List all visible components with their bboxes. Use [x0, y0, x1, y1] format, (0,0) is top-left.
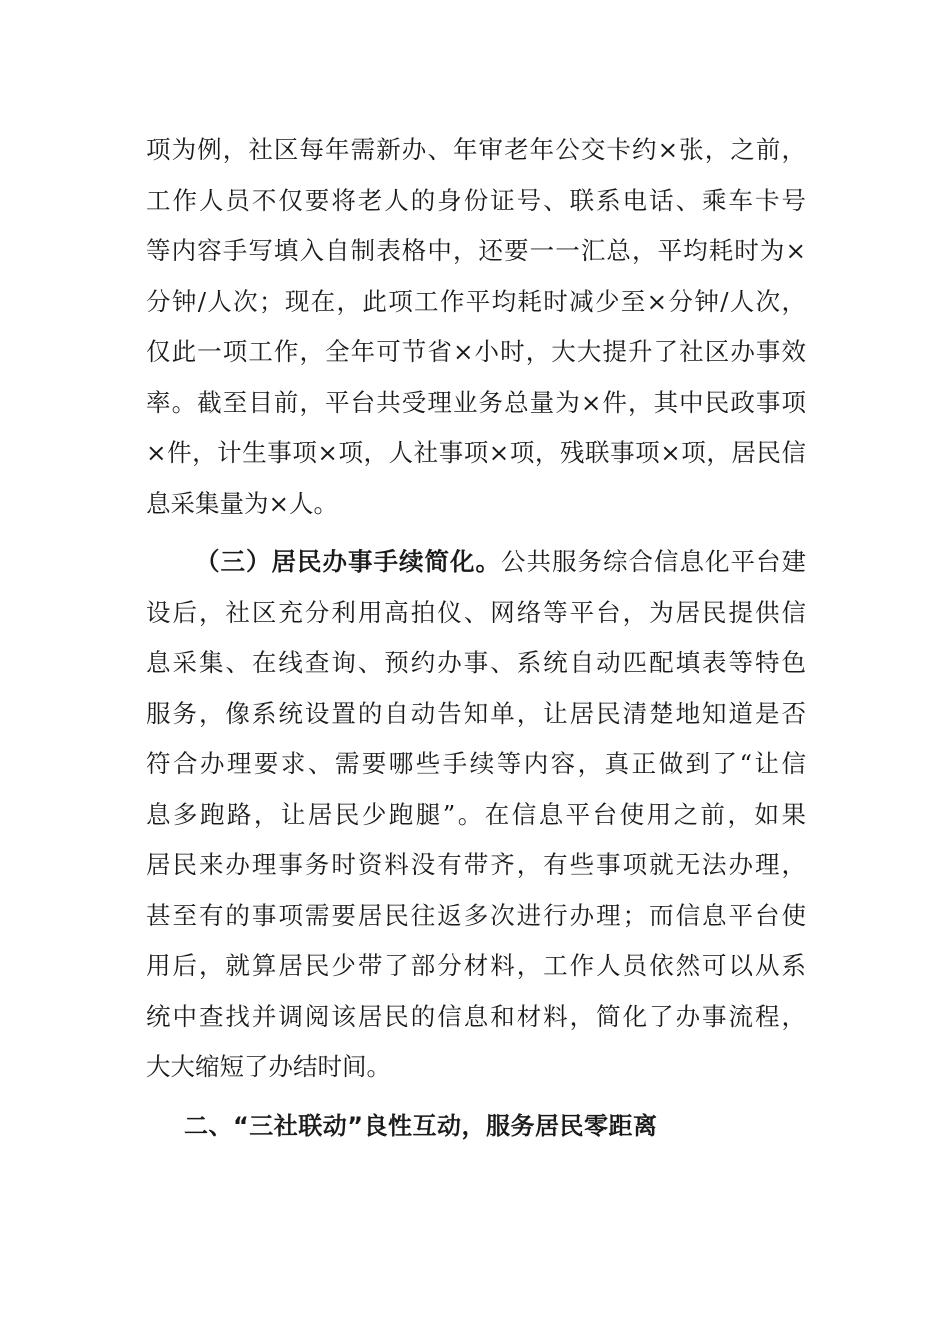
paragraph-2-line-11: 大大缩短了办结时间。 — [146, 1052, 391, 1081]
paragraph-2-line-10: 统中查找并调阅该居民的信息和材料，简化了办事流程， — [146, 1001, 806, 1031]
paragraph-1-line-4: 分钟/人次；现在，此项工作平均耗时减少至×分钟/人次， — [146, 286, 806, 316]
paragraph-2-line-6: 息多跑路，让居民少跑腿”。在信息平台使用之前，如果 — [146, 799, 806, 829]
paragraph-1-line-3: 等内容手写填入自制表格中，还要一一汇总，平均耗时为× — [146, 236, 806, 265]
paragraph-2-line-5: 符合办理要求、需要哪些手续等内容，真正做到了“让信 — [146, 749, 806, 778]
document-page — [146, 125, 806, 1151]
paragraph-2-line-3: 息采集、在线查询、预约办事、系统自动匹配填表等特色 — [146, 648, 806, 677]
paragraph-1 — [146, 125, 806, 529]
paragraph-1-line-2: 工作人员不仅要将老人的身份证号、联系电话、乘车卡号 — [146, 185, 806, 215]
paragraph-2 — [146, 537, 806, 1093]
section-heading: 二、“三社联动”良性互动，服务居民零距离 — [184, 1111, 658, 1140]
paragraph-2-line-9: 用后，就算居民少带了部分材料，工作人员依然可以从系 — [146, 951, 806, 980]
paragraph-1-line-8: 息采集量为×人。 — [146, 488, 339, 518]
paragraph-2-line-2: 设后，社区充分利用高拍仪、网络等平台，为居民提供信 — [146, 597, 806, 627]
paragraph-2-line-8: 甚至有的事项需要居民往返多次进行办理；而信息平台使 — [146, 900, 806, 930]
paragraph-1-line-5: 仅此一项工作，全年可节省×小时，大大提升了社区办事效 — [146, 337, 806, 366]
paragraph-2-line-7: 居民来办理事务时资料没有带齐，有些事项就无法办理， — [146, 850, 806, 879]
paragraph-2-line-1 — [146, 537, 806, 588]
paragraph-2-line-4: 服务，像系统设置的自动告知单，让居民清楚地知道是否 — [146, 698, 806, 728]
paragraph-1-line-1: 项为例，社区每年需新办、年审老年公交卡约×张，之前， — [146, 135, 806, 164]
section-subheading: （三）居民办事手续简化。 — [195, 547, 501, 576]
paragraph-2-first-text: 公共服务综合信息化平台建 — [501, 547, 806, 576]
paragraph-1-line-6: 率。截至目前，平台共受理业务总量为×件，其中民政事项 — [146, 387, 806, 417]
paragraph-1-line-7: ×件，计生事项×项，人社事项×项，残联事项×项，居民信 — [146, 438, 806, 467]
